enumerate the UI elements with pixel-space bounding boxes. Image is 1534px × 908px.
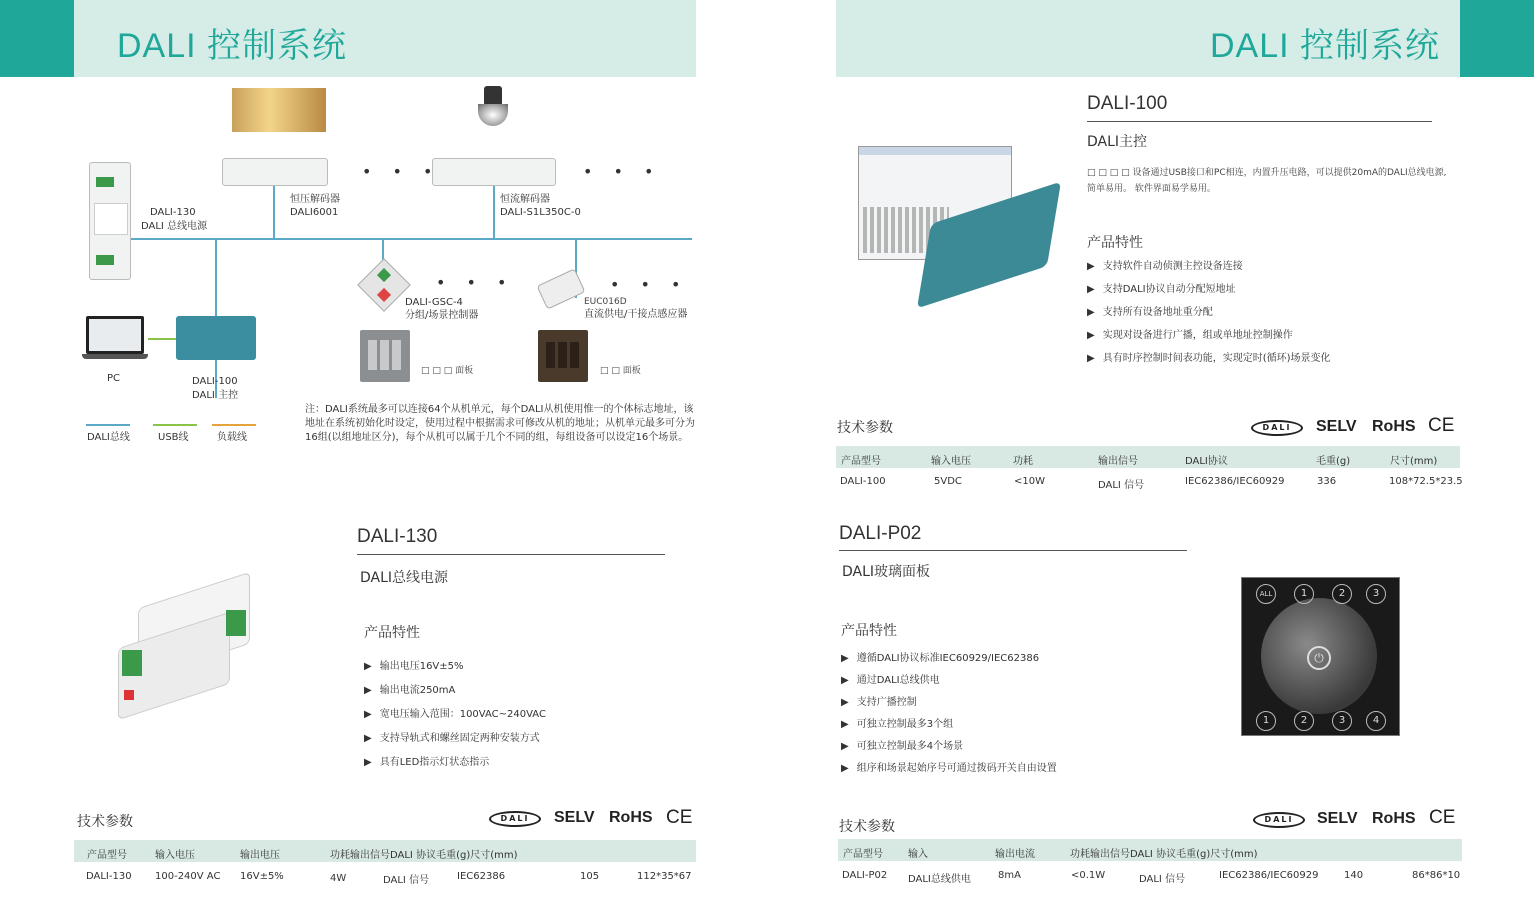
th-input: 输入电压 [931,456,971,467]
td-power: <0.1W [1071,870,1106,881]
th-model: 产品型号 [87,850,127,861]
dali-130-title-rule [357,554,665,555]
euc-label-1: EUC016D [584,297,627,307]
dali-p02-title-rule [839,550,1187,551]
td-signal: DALI 信号 [1098,480,1145,491]
dali-100-title-rule [1087,121,1432,122]
selv-mark: SELV [1317,810,1358,827]
th-combined: 功耗输出信号DALI 协议毛重(g)尺寸(mm) [330,850,518,861]
td-input: 100-240V AC [155,871,221,882]
td-weight: 140 [1344,870,1364,881]
selv-mark: SELV [554,809,595,826]
td-power: 4W [330,873,347,884]
panel-3gang [360,330,410,382]
panel-button-group-3: 3 [1366,584,1386,604]
power-label-name: DALI 总线电源 [141,221,208,232]
note-line-2: 地址在系统初始化时设定，使用过程中根据需求可修改从机的地址；从机单元最多可分为 [305,418,695,429]
dali-logo: DALI [489,811,541,827]
td-signal: DALI 信号 [1139,874,1186,885]
dali-130-subtitle: DALI总线电源 [360,570,449,586]
feature-item: ▶ 具有LED指示灯状态指示 [364,751,546,774]
dali-bus-branch-1 [273,186,275,238]
feature-item: ▶ 宽电压输入范围：100VAC~240VAC [364,703,546,726]
cc-decoder-device [432,158,556,186]
cc-decoder-label-2: DALI-S1L350C-0 [500,207,581,218]
master-label-name: DALI 主控 [192,390,239,401]
dali-130-features-title: 产品特性 [364,625,420,641]
td-size: 86*86*10 [1412,870,1461,881]
td-model: DALI-100 [840,476,886,487]
power-label-model: DALI-130 [150,207,196,218]
th-model: 产品型号 [843,849,883,860]
ce-mark: CE [1428,415,1455,436]
gsc-label-2: 分组/场景控制器 [405,310,479,321]
cv-decoder-label-1: 恒压解码器 [290,194,340,205]
feature-item: ▶ 支持软件自动侦测主控设备连接 [1087,255,1331,278]
legend-dali-line [86,424,130,426]
td-protocol: IEC62386/IEC60929 [1185,476,1285,487]
note-line-1: 注：DALI系统最多可以连接64个从机单元，每个DALI从机使用惟一的个体标志地址，该 [305,404,694,415]
th-size: 尺寸(mm) [1390,456,1438,467]
legend-usb-label: USB线 [158,432,189,443]
right-header-accent [1460,0,1534,77]
th-protocol: DALI协议 [1185,456,1228,467]
dali-100-features-title: 产品特性 [1087,235,1143,251]
th-model: 产品型号 [841,456,881,467]
dali-p02-features-title: 产品特性 [841,623,897,639]
dali-130-product-image [108,580,288,720]
legend-usb-line [153,424,197,426]
feature-item: ▶ 支持DALI协议自动分配短地址 [1087,278,1331,301]
th-input: 输入电压 [155,850,195,861]
feature-item: ▶ 遵循DALI协议标准IEC60929/IEC62386 [841,648,1057,670]
panel-dark [538,330,588,382]
panel-label-b: □ □ 面板 [600,366,641,376]
cv-decoder-device [222,158,328,186]
th-output-current: 输出电流 [995,849,1035,860]
ellipsis-4: • • • [610,275,689,294]
feature-item: ▶ 输出电压16V±5% [364,655,546,678]
feature-item: ▶ 具有时序控制时间表功能，实现定时(循环)场景变化 [1087,347,1331,370]
downlight-photo [476,86,510,130]
td-protocol: IEC62386/IEC60929 [1219,870,1319,881]
dali-p02-spec-title: 技术参数 [839,819,895,835]
dali-p02-title: DALI-P02 [839,523,922,544]
panel-button-scene-2: 2 [1294,711,1314,731]
pc-laptop [82,316,148,364]
panel-button-scene-1: 1 [1256,711,1276,731]
td-model: DALI-P02 [842,870,888,881]
dali-100-desc-2: 简单易用。 软件界面易学易用。 [1087,184,1216,194]
euc-label-2: 直流供电/干接点感应器 [584,309,688,320]
th-signal: 输出信号 [1098,456,1138,467]
master-label-model: DALI-100 [192,376,238,387]
left-header-title: DALI 控制系统 [117,27,348,65]
legend-dali-label: DALI总线 [87,432,130,443]
td-protocol: IEC62386 [457,871,506,882]
dali-p02-subtitle: DALI玻璃面板 [842,564,931,580]
led-strip-photo [232,88,326,132]
note-line-3: 16组(以组地址区分)，每个从机可以属于几个不同的组，每组设备可以设定16个场景。 [305,432,689,443]
dali-logo: DALI [1253,812,1305,828]
dali-100-spec-title: 技术参数 [837,420,893,436]
feature-item: ▶ 通过DALI总线供电 [841,670,1057,692]
th-input: 输入 [908,849,928,860]
td-output: 16V±5% [240,871,284,882]
ellipsis-2: • • • [583,162,662,181]
power-icon: ⏻ [1307,646,1331,670]
dali-100-features-list [1087,255,1331,370]
pc-label: PC [107,373,121,384]
ce-mark: CE [1429,807,1456,828]
panel-button-all: ALL [1256,584,1276,604]
rohs-mark: RoHS [1372,810,1416,827]
dali-130-features-list [364,655,546,774]
ce-mark: CE [666,807,693,828]
td-input: 5VDC [934,476,962,487]
feature-item: ▶ 组序和场景起始序号可通过拨码开关自由设置 [841,758,1057,780]
panel-label-a: □ □ □ 面板 [421,366,474,376]
legend-load-label: 负载线 [217,432,247,443]
td-weight: 336 [1317,476,1337,487]
dali-logo: DALI [1251,420,1303,436]
dali-130-spec-title: 技术参数 [77,814,133,830]
panel-button-group-2: 2 [1332,584,1352,604]
feature-item: ▶ 支持所有设备地址重分配 [1087,301,1331,324]
cc-decoder-label-1: 恒流解码器 [500,194,550,205]
feature-item: ▶ 支持导轨式和螺丝固定两种安装方式 [364,727,546,750]
dali-100-desc-1: □ □ □ □ 设备通过USB接口和PC相连，内置升压电路，可以提供20mA的DALI总线电源, [1087,168,1447,178]
dali-130-power-device [89,162,131,280]
rohs-mark: RoHS [1372,418,1416,435]
right-header-title: DALI 控制系统 [1210,27,1441,65]
euc-sensor-device [536,268,585,309]
th-weight: 毛重(g) [1316,456,1351,467]
ellipsis-1: • • • [362,162,441,181]
td-weight: 105 [580,871,600,882]
rohs-mark: RoHS [609,809,653,826]
th-power: 功耗 [1013,456,1033,467]
feature-item: ▶ 实现对设备进行广播，组或单地址控制操作 [1087,324,1331,347]
selv-mark: SELV [1316,418,1357,435]
dali-100-subtitle: DALI主控 [1087,134,1148,150]
panel-button-scene-3: 3 [1332,711,1352,731]
gsc-device [357,258,411,312]
feature-item: ▶ 可独立控制最多3个组 [841,714,1057,736]
panel-button-scene-4: 4 [1366,711,1386,731]
dali-130-title: DALI-130 [357,526,438,547]
td-input: DALI总线供电 [908,874,971,885]
dali-bus-branch-2 [493,186,495,238]
dali-p02-features-list [841,648,1057,780]
dali-p02-glass-panel [1241,577,1400,736]
ellipsis-3: • • • [436,273,515,292]
system-diagram [0,80,700,460]
feature-item: ▶ 输出电流250mA [364,679,546,702]
left-header-accent [0,0,74,77]
legend-load-line [212,424,256,426]
td-size: 112*35*67 [637,871,692,882]
th-output: 输出电压 [240,850,280,861]
cv-decoder-label-2: DALI6001 [290,207,339,218]
usb-link-line [148,338,176,340]
dali-100-spec-table-header [836,446,1460,468]
gsc-label-1: DALI-GSC-4 [405,297,463,308]
td-output-current: 8mA [998,870,1021,881]
th-combined: 功耗输出信号DALI 协议毛重(g)尺寸(mm) [1070,849,1258,860]
dali-100-title: DALI-100 [1087,93,1168,114]
td-size: 108*72.5*23.5 [1389,476,1463,487]
td-signal: DALI 信号 [383,875,430,886]
feature-item: ▶ 支持广播控制 [841,692,1057,714]
td-model: DALI-130 [86,871,132,882]
feature-item: ▶ 可独立控制最多4个场景 [841,736,1057,758]
panel-button-group-1: 1 [1294,584,1314,604]
td-power: <10W [1014,476,1045,487]
dali-100-master-device [176,316,256,360]
